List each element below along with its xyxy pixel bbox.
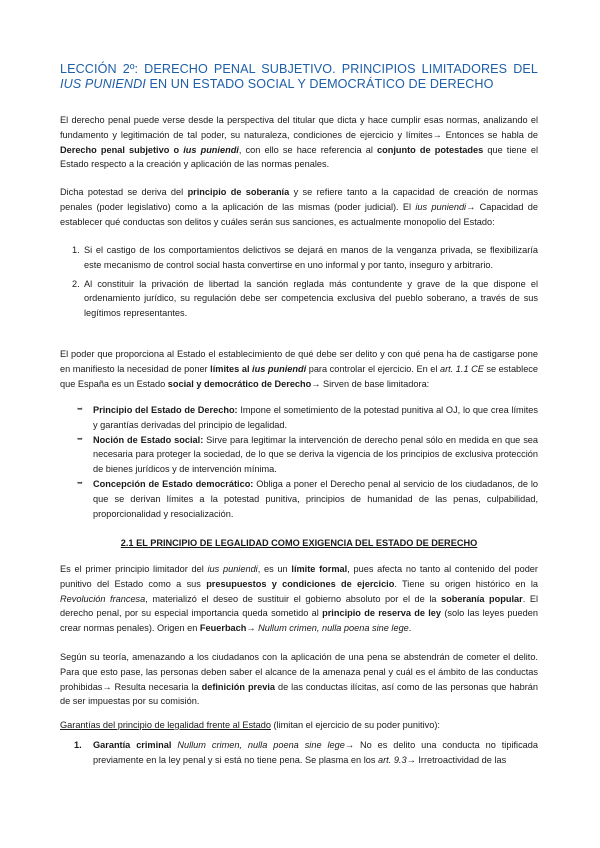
- paragraph-3: El poder que proporciona al Estado el establecimiento de qué debe ser delito y con qué pena ha de castigarse pone en manifiesto la necesidad de poner límites al ius puniendi para controlar el ejercicio. En el art. 1.1 CE se establece que España es un Estado social y democrático de Derecho→ Sirven de base limitadora:: [60, 349, 539, 389]
- paragraph-1: El derecho penal puede verse desde la perspectiva del titular que dicta y hace cumplir esas normas, analizando el fundamento y legitimación de tal poder, su naturaleza, condiciones de ejercicio y límites→ Entonces se habla de Derecho penal subjetivo o ius puniendi, con ello se hace referencia al conjunto de potestades que tiene el Estado respecto a la creación y aplicación de las normas penales.: [60, 115, 538, 170]
- arrow-bullet-icon: ➥: [77, 406, 83, 413]
- list-item: ➥ Principio del Estado de Derecho: Impone el sometimiento de la potestad punitiva al OJ, lo que crea límites y garantías derivadas del principio de legalidad.: [77, 405, 538, 430]
- list-item: 2. Al constituir la privación de libertad la sanción reglada más contundente y grave de la que dispone el ordenamiento jurídico, su regulación debe ser competencia exclusiva del pueblo soberano, a través de sus legítimos representantes.: [72, 278, 538, 319]
- paragraph-5: Según su teoría, amenazando a los ciudadanos con la aplicación de una pena se abstendrán de cometer el delito. Para que esto pase, las personas deben saber el alcance de la amenaza penal y cuál es el ámbito de las conductas prohibidas→ Resulta necesaria la definición previa de las conductas ilícitas, así como de las personas que habrán de ser impuestas por su comisión.: [60, 652, 538, 707]
- arrow-bullet-icon: ➥: [77, 435, 83, 443]
- paragraph-4: Es el primer principio limitador del ius puniendi, es un límite formal, pues afecta no tanto al contenido del poder punitivo del Estado como a sus presupuestos y condiciones de ejercicio. Tiene su origen histórico en la Revolución francesa, materializó el deseo de sustituir el gobierno absoluto por el de la soberanía popular. El derecho penal, por su especial importancia queda sometido al principio de reserva de ley (solo las leyes pueden crear normas penales). Origen en Feuerbach→ Nullum crimen, nulla poena sine lege.: [60, 564, 538, 634]
- paragraph-2: Dicha potestad se deriva del principio de soberanía y se refiere tanto a la capacidad de creación de normas penales (poder legislativo) como a la aplicación de las mismas (poder judicial). El ius puniendi→ Capacidad de establecer qué conductas son delitos y cuáles serán sus sanciones, es actualmente monopolio del Estado:: [60, 187, 538, 227]
- bullet-list: [60, 403, 538, 521]
- lesson-title: LECCIÓN 2º: DERECHO PENAL SUBJETIVO. PRINCIPIOS LIMITADORES DEL IUS PUNIENDI EN UN ESTADO SOCIAL Y DEMOCRÁTICO DE DERECHO: [60, 62, 538, 91]
- guarantees-heading: Garantías del principio de legalidad frente al Estado (limitan el ejercicio de su poder punitivo):: [60, 720, 440, 730]
- list-item: 1. Garantía criminal Nullum crimen, nulla poena sine lege→ No es delito una conducta no tipificada previamente en la ley penal y si está no tiene pena. Se plasma en los art. 9.3→ Irretroactividad de las: [74, 740, 538, 765]
- numbered-list-1: [60, 243, 538, 325]
- list-item: 1. Si el castigo de los comportamientos delictivos se dejará en manos de la venganza privada, se flexibilizaría este mecanismo de control social hasta convertirse en uno informal y por tanto, inseguro y arbitrario.: [72, 245, 538, 270]
- guarantees-list: [60, 738, 538, 768]
- arrow-bullet-icon: ➥: [77, 479, 83, 487]
- list-item: ➥ Noción de Estado social: Sirve para legitimar la intervención de derecho penal sólo en medida en que sea necesaria para proteger la sociedad, de lo que se deriva la vigencia de los principios de exclusiva protección de bienes jurídicos y de intervención mínima.: [77, 434, 539, 475]
- section-heading: 2.1 EL PRINCIPIO DE LEGALIDAD COMO EXIGENCIA DEL ESTADO DE DERECHO: [120, 538, 478, 548]
- list-item: ➥ Concepción de Estado democrático: Obliga a poner el Derecho penal al servicio de los ciudadanos, de lo que se derivan límites a la potestad punitiva, principios de humanidad de las penas, culpabilidad, proporcionalidad y resocialización.: [77, 478, 538, 519]
